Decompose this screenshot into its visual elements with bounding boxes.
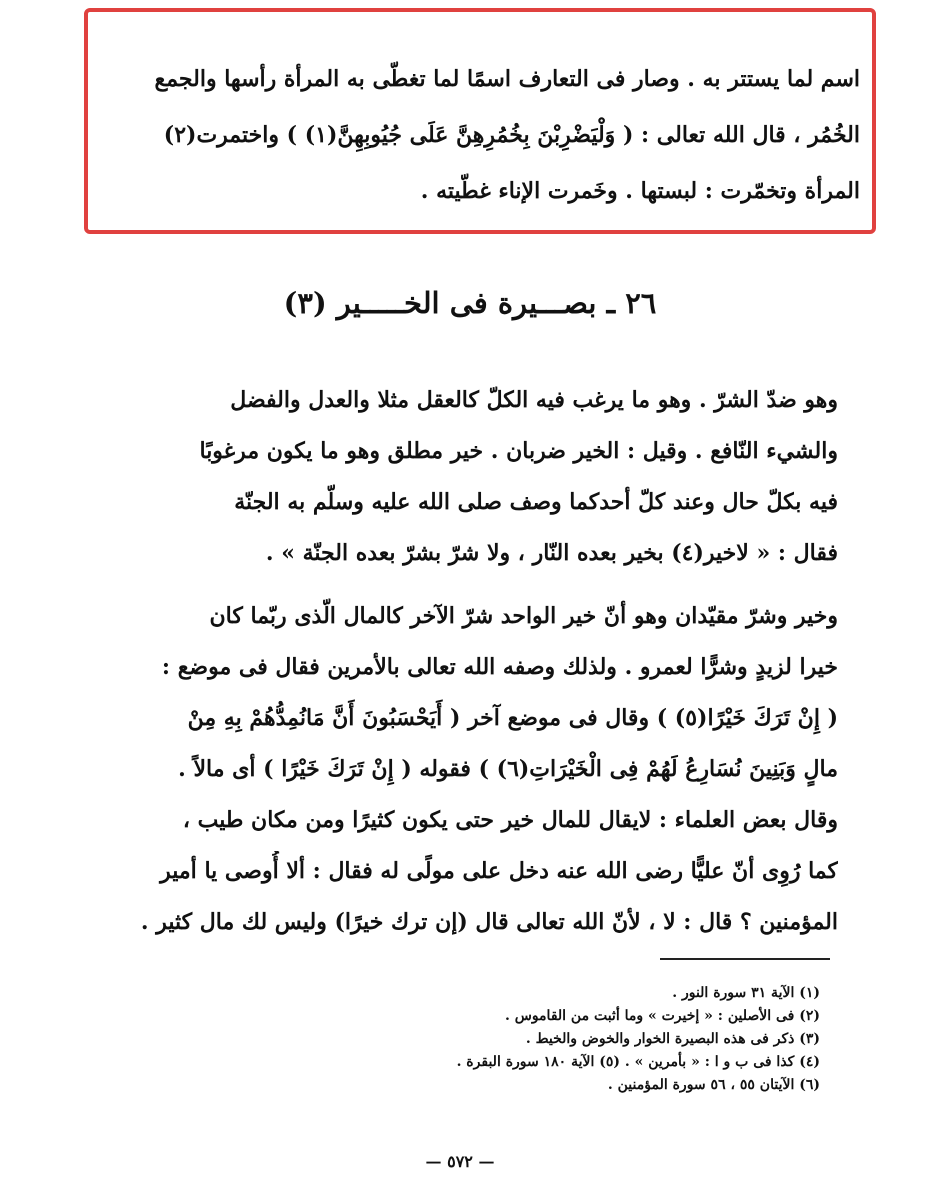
- text-line: كما رُوِى أنّ عليًّا رضى الله عنه دخل على مولًى له فقال : ألا أُوصى يا أمير: [160, 858, 838, 884]
- footnote: (١) الآية ٣١ سورة النور .: [672, 985, 820, 1001]
- footnote-row: [190, 1051, 820, 1074]
- text-line: ( إِنْ تَرَكَ خَيْرًا(٥) ) وقال فى موضع آخر ( أَيَحْسَبُونَ أَنَّ مَانُمِدُّهُمْ بِهِ مِنْ: [187, 705, 838, 731]
- footnote-divider: [660, 958, 830, 960]
- text-line: فيه بكلّ حال وعند كلّ أحدكما وصف صلى الله عليه وسلّم به الجنّة: [234, 489, 838, 515]
- footnote: (٢) فى الأصلين : « إخيرت » وما أثبت من القاموس .: [504, 1008, 820, 1024]
- text-line: وهو ضدّ الشرّ . وهو ما يرغب فيه الكلّ كالعقل مثلا والعدل والفضل: [230, 387, 838, 413]
- text-line: الخُمُر ، قال الله تعالى : ( وَلْيَضْرِبْنَ بِخُمُرِهِنَّ عَلَى جُيُوبِهِنَّ(١) ) واختمرت(٢): [163, 122, 860, 148]
- text-line: والشيء النّافع . وقيل : الخير ضربان . خير مطلق وهو ما يكون مرغوبًا: [199, 438, 838, 464]
- footnote: (٦) الآيتان ٥٥ ، ٥٦ سورة المؤمنين .: [607, 1077, 820, 1093]
- text-line: اسم لما يستتر به . وصار فى التعارف اسمًا لما تغطّى به المرأة رأسها والجمع: [154, 66, 860, 92]
- text-line: وخير وشرّ مقيّدان وهو أنّ خير الواحد شرّ الآخر كالمال الّذى ربّما كان: [209, 603, 838, 629]
- section-title: ٢٦ ـ بصـــيرة فى الخـــــير (٣): [283, 286, 657, 320]
- body-paragraph-2: [98, 596, 838, 953]
- footnote: (٤) كذا فى ب و ا : « بأمرين » .: [624, 1054, 820, 1070]
- text-line: مالٍ وَبَنِينَ نُسَارِعُ لَهُمْ فِى الْخَيْرَاتِ(٦) ) فقوله ( إِنْ تَرَكَ خَيْرًا ) أى مالاً .: [178, 756, 838, 782]
- footnotes: [190, 982, 820, 1097]
- highlighted-paragraph: [118, 58, 860, 226]
- text-line: فقال : « لاخير(٤) بخير بعده النّار ، ولا شرّ بشرّ بعده الجنّة » .: [265, 540, 838, 566]
- text-line: وقال بعض العلماء : لايقال للمال خير حتى يكون كثيرًا ومن مكان طيب ،: [182, 807, 838, 833]
- text-line: المرأة وتخمّرت : لبستها . وخَمرت الإناء غطّيته .: [420, 178, 860, 204]
- page-number: — ٥٧٢ —: [425, 1152, 495, 1171]
- footnote: (٣) ذكر فى هذه البصيرة الخوار والخوض والخيط .: [525, 1031, 820, 1047]
- footnote: (٥) الآية ١٨٠ سورة البقرة .: [456, 1054, 621, 1070]
- body-paragraph-1: [98, 380, 838, 584]
- text-line: المؤمنين ؟ قال : لا ، لأنّ الله تعالى قال (إن ترك خيرًا) وليس لك مال كثير .: [140, 909, 838, 935]
- text-line: خيرا لزيدٍ وشرًّا لعمرو . ولذلك وصفه الله تعالى بالأمرين فقال فى موضع :: [161, 654, 838, 680]
